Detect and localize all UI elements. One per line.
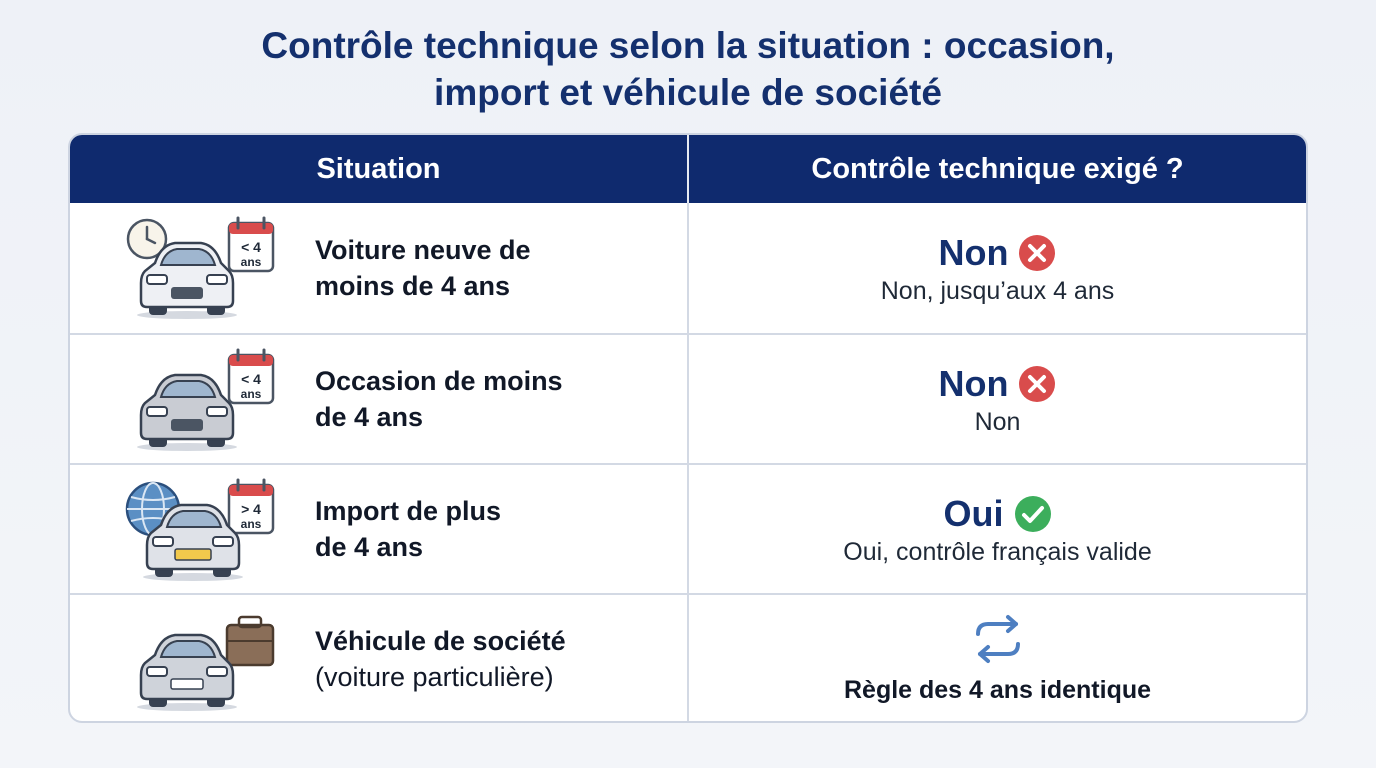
svg-text:> 4: > 4: [241, 501, 261, 517]
verdict-detail: Oui, contrôle français valide: [843, 537, 1152, 566]
requirement-cell: [689, 465, 1306, 593]
calendar-icon: [229, 218, 273, 271]
table-row-import: [70, 463, 1306, 593]
swap-arrows-icon: [968, 614, 1028, 664]
check-icon: [1014, 495, 1052, 533]
import-car-icon: [125, 477, 275, 583]
cross-icon: [1018, 365, 1056, 403]
situation-label-line-2: (voiture particulière): [315, 662, 554, 692]
svg-text:ans: ans: [240, 255, 262, 269]
verdict-text: Non: [938, 231, 1009, 273]
requirement-cell: [689, 203, 1306, 333]
comparison-table: [68, 133, 1308, 723]
header-situation: Situation: [70, 135, 689, 203]
situation-label: [315, 335, 563, 463]
requirement-cell: [689, 595, 1306, 723]
situation-cell: [70, 203, 689, 333]
svg-text:< 4: < 4: [241, 239, 261, 255]
situation-label-line-1: Import de plus: [315, 496, 502, 526]
page-title-line-1: Contrôle technique selon la situation : occasion,: [261, 25, 1115, 66]
situation-label-line-2: de 4 ans: [315, 402, 424, 432]
table-row-used-car: [70, 333, 1306, 463]
calendar-icon: [229, 480, 273, 533]
verdict: [939, 231, 1057, 275]
verdict-detail: Règle des 4 ans identique: [843, 675, 1152, 704]
new-car-icon: [125, 215, 275, 321]
verdict-detail: Non, jusqu’aux 4 ans: [880, 276, 1115, 305]
table-header: [70, 135, 1306, 203]
verdict-text: Non: [938, 362, 1009, 404]
table-row-new-car: [70, 203, 1306, 333]
table-row-company-car: [70, 593, 1306, 723]
verdict-detail: Non: [974, 407, 1021, 436]
verdict: [944, 492, 1052, 536]
company-car-icon: [125, 607, 275, 713]
used-car-icon: [125, 347, 275, 453]
situation-label: [315, 595, 566, 723]
verdict-text: Oui: [943, 492, 1004, 534]
situation-label-line-2: de 4 ans: [315, 532, 424, 562]
situation-label-line-1: Occasion de moins: [315, 366, 563, 396]
svg-text:ans: ans: [240, 517, 262, 531]
briefcase-icon: [227, 617, 273, 665]
calendar-icon: [229, 350, 273, 403]
page-title-line-2: import et véhicule de société: [434, 72, 942, 113]
situation-label-line-1: Véhicule de société: [315, 626, 566, 656]
situation-cell: [70, 465, 689, 593]
situation-label-line-1: Voiture neuve de: [315, 235, 531, 265]
car-icon: [137, 375, 237, 451]
car-icon: [137, 635, 237, 711]
requirement-cell: [689, 335, 1306, 463]
page-title: [0, 22, 1376, 116]
cross-icon: [1018, 234, 1056, 272]
table-body: [70, 203, 1306, 723]
svg-text:< 4: < 4: [241, 371, 261, 387]
situation-label-line-2: moins de 4 ans: [315, 271, 511, 301]
header-requirement: Contrôle technique exigé ?: [811, 152, 1184, 185]
situation-label: [315, 203, 531, 333]
situation-cell: [70, 335, 689, 463]
svg-text:ans: ans: [240, 387, 262, 401]
situation-label: [315, 465, 501, 593]
situation-cell: [70, 595, 689, 723]
verdict: [939, 362, 1057, 406]
